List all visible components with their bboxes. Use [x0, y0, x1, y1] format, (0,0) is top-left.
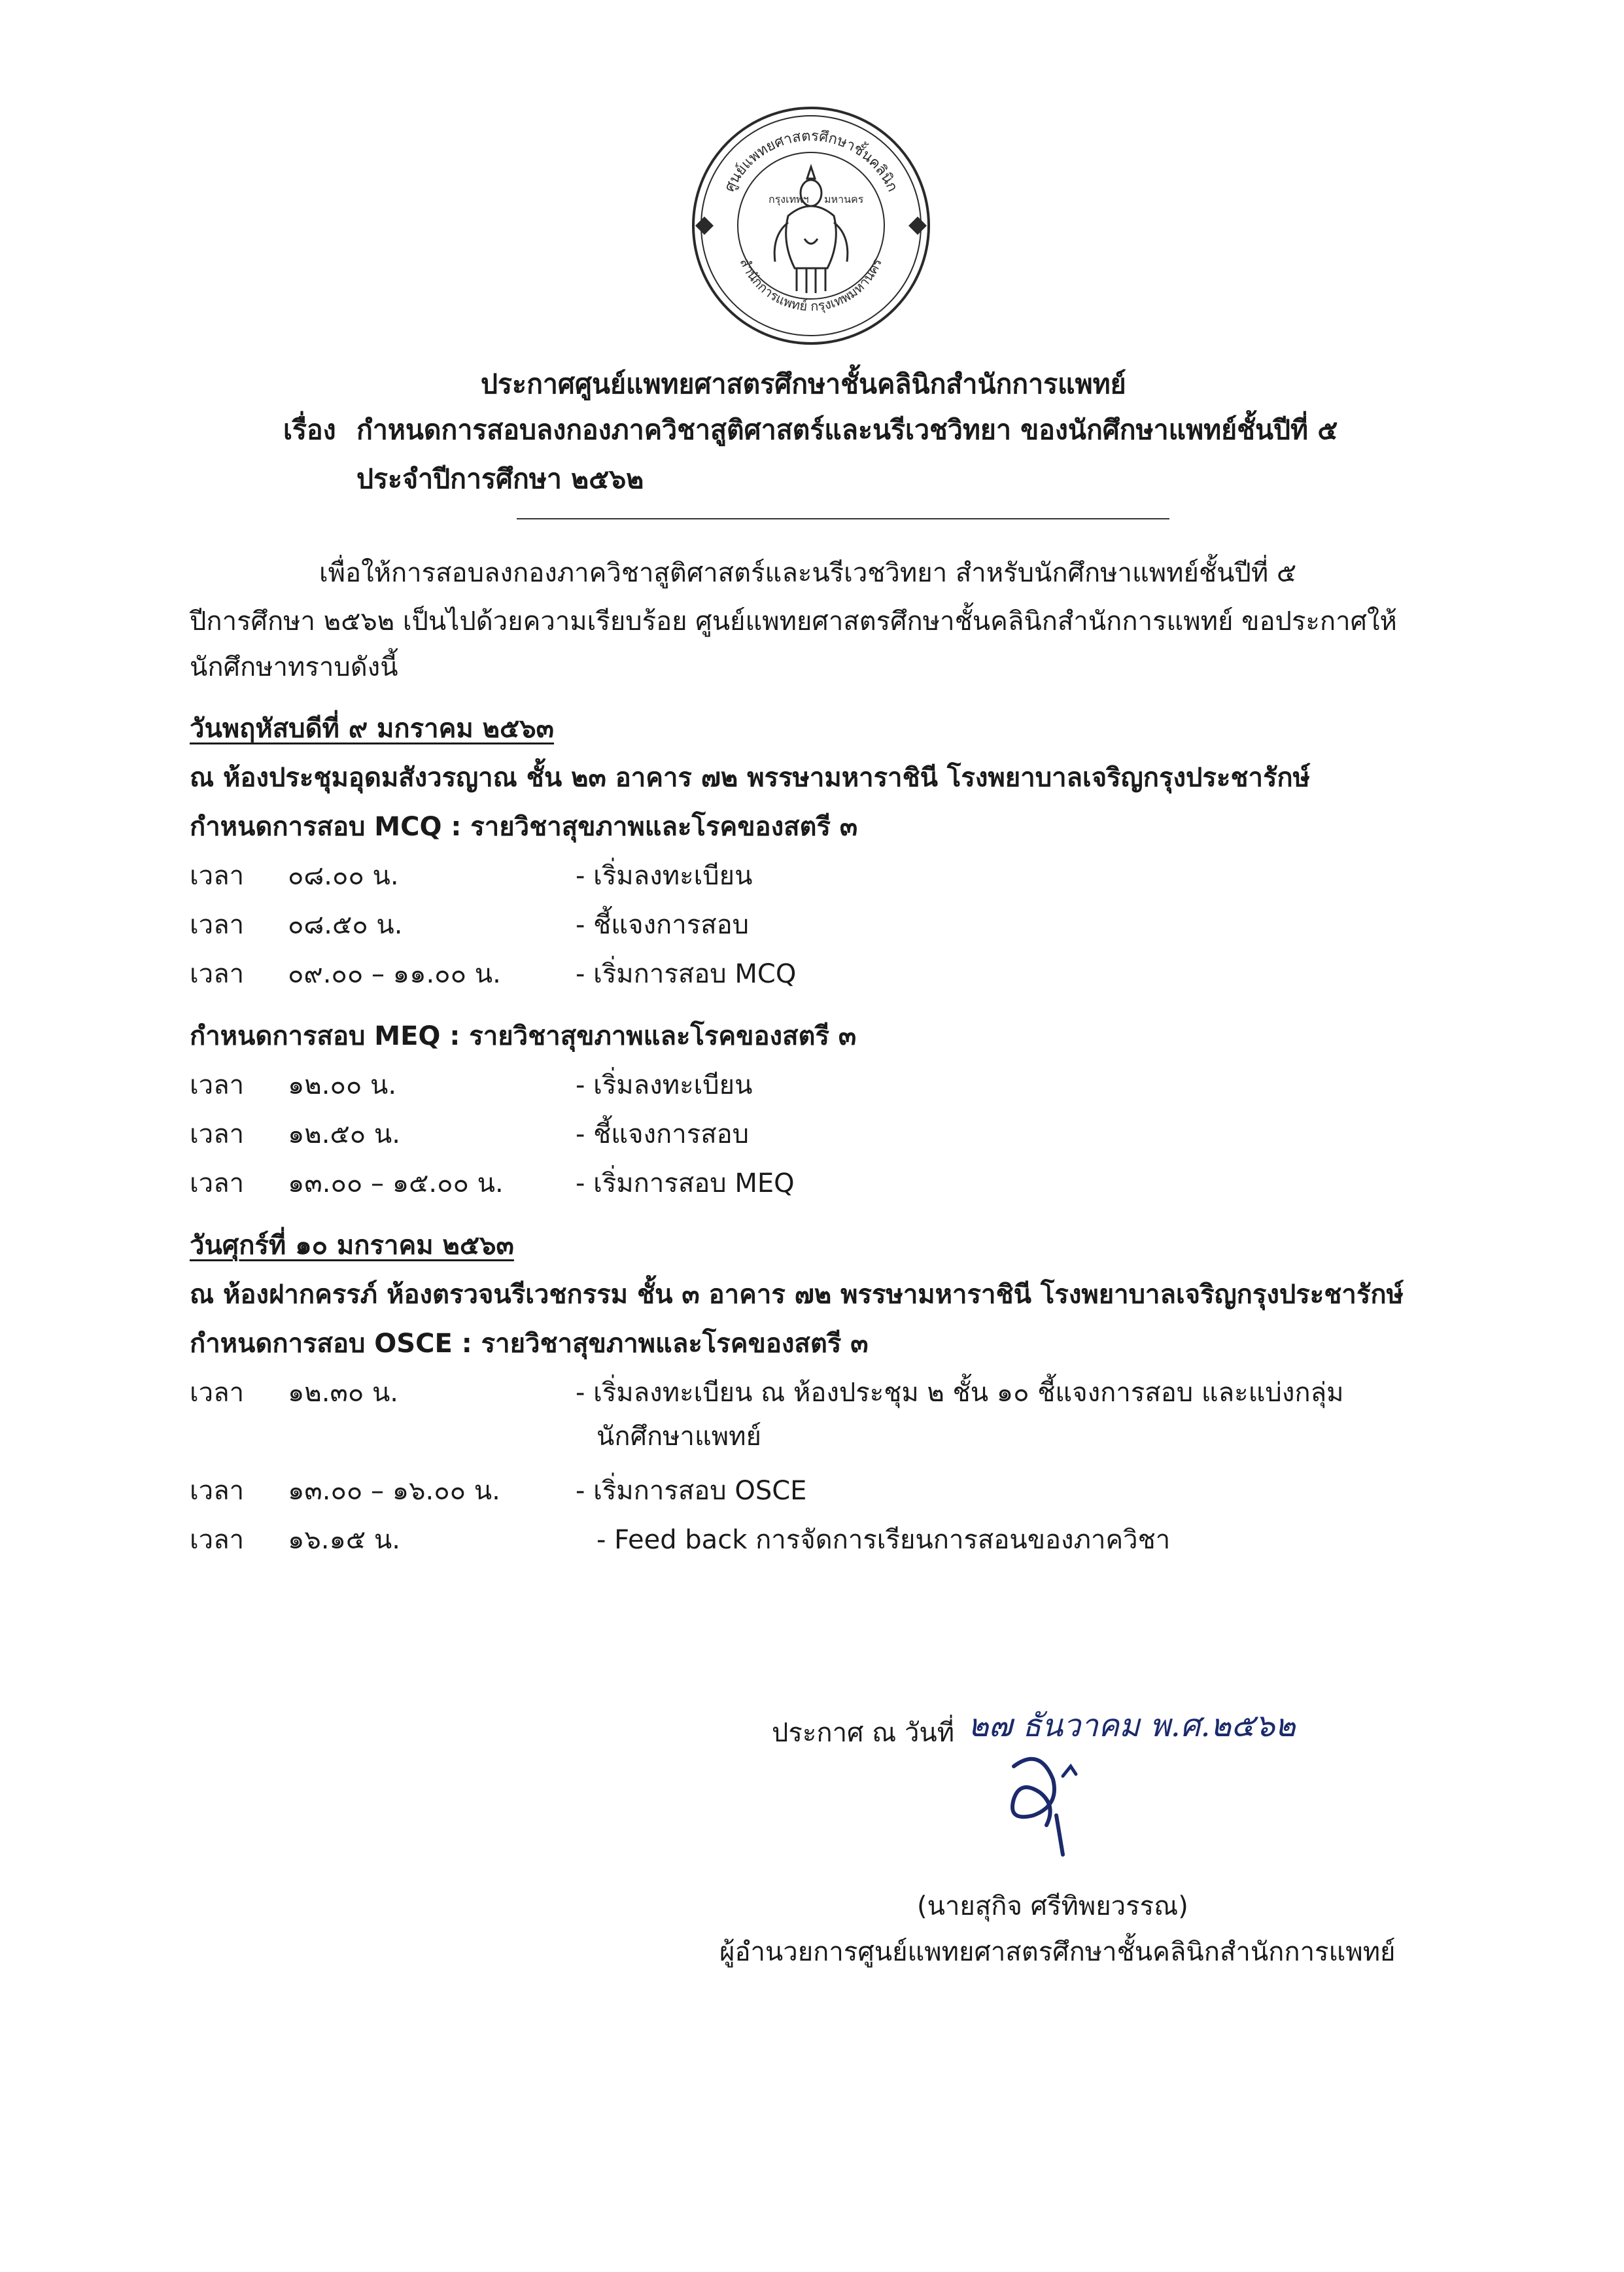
seal-right-text: มหานคร	[824, 193, 864, 205]
subject-text: กำหนดการสอบลงกองภาควิชาสูติศาสตร์และนรีเวชวิทยา ของนักศึกษาแพทย์ชั้นปีที่ ๕	[356, 414, 1338, 446]
schedule-time: ๑๒.๐๐ น.	[288, 1070, 397, 1100]
signatory-position: ผู้อำนวยการศูนย์แพทยศาสตรศึกษาชั้นคลินิกสำนักการแพทย์	[719, 1937, 1396, 1967]
schedule-label: เวลา	[190, 1476, 245, 1506]
day2-location: ณ ห้องฝากครรภ์ ห้องตรวจนรีเวชกรรม ชั้น ๓ อาคาร ๗๒ พรรษามหาราชินี โรงพยาบาลเจริญกรุงประชารักษ์	[190, 1280, 1404, 1310]
schedule-time: ๐๘.๐๐ น.	[288, 861, 399, 891]
handwritten-date: ๒๗ ธันวาคม พ.ศ.๒๕๖๒	[968, 1707, 1296, 1744]
handwritten-signature	[994, 1740, 1125, 1858]
seal-inner-text: สำนักการแพทย์ กรุงเทพมหานคร	[736, 255, 886, 315]
day2-date: วันศุกร์ที่ ๑๐ มกราคม ๒๕๖๓	[190, 1231, 514, 1261]
seal-outer-text: ศูนย์แพทยศาสตรศึกษาชั้นคลินิก	[721, 128, 901, 195]
announce-date-prefix: ประกาศ ณ วันที่	[772, 1718, 955, 1748]
mcq-heading: กำหนดการสอบ MCQ : รายวิชาสุขภาพและโรคของสตรี ๓	[190, 812, 858, 842]
schedule-label: เวลา	[190, 959, 245, 989]
schedule-label: เวลา	[190, 1070, 245, 1100]
academic-year: ประจำปีการศึกษา ๒๕๖๒	[356, 463, 644, 495]
schedule-time: ๐๘.๕๐ น.	[288, 910, 403, 940]
schedule-label: เวลา	[190, 1525, 245, 1555]
schedule-label: เวลา	[190, 1119, 245, 1149]
schedule-time: ๐๙.๐๐ – ๑๑.๐๐ น.	[288, 959, 501, 989]
day1-location: ณ ห้องประชุมอุดมสังวรญาณ ชั้น ๒๓ อาคาร ๗๒ พรรษามหาราชินี โรงพยาบาลเจริญกรุงประชารักษ์	[190, 763, 1311, 793]
schedule-desc: - เริ่มลงทะเบียน	[576, 1070, 753, 1100]
schedule-desc: - เริ่มการสอบ MEQ	[576, 1168, 795, 1198]
intro-line-2: ปีการศึกษา ๒๕๖๒ เป็นไปด้วยความเรียบร้อย ศูนย์แพทยศาสตรศึกษาชั้นคลินิกสำนักการแพทย์ ขอประกาศให้	[190, 606, 1397, 637]
announcement-title: ประกาศศูนย์แพทยศาสตรศึกษาชั้นคลินิกสำนักการแพทย์	[481, 368, 1126, 400]
schedule-desc: - ชี้แจงการสอบ	[576, 1119, 750, 1149]
intro-line-1: เพื่อให้การสอบลงกองภาควิชาสูติศาสตร์และนรีเวชวิทยา สำหรับนักศึกษาแพทย์ชั้นปีที่ ๕	[319, 558, 1297, 588]
osce-heading: กำหนดการสอบ OSCE : รายวิชาสุขภาพและโรคของสตรี ๓	[190, 1329, 869, 1359]
schedule-time: ๑๖.๑๕ น.	[288, 1525, 400, 1555]
schedule-desc-continued: นักศึกษาแพทย์	[596, 1422, 761, 1452]
seal-left-text: กรุงเทพฯ	[769, 193, 809, 205]
seal-emblem	[690, 105, 932, 347]
schedule-time: ๑๓.๐๐ – ๑๖.๐๐ น.	[288, 1476, 500, 1506]
schedule-desc: - ชี้แจงการสอบ	[576, 910, 750, 940]
day1-date: วันพฤหัสบดีที่ ๙ มกราคม ๒๕๖๓	[190, 714, 555, 744]
schedule-desc: - เริ่มลงทะเบียน ณ ห้องประชุม ๒ ชั้น ๑๐ ชี้แจงการสอบ และแบ่งกลุ่ม	[576, 1378, 1344, 1408]
schedule-desc: - เริ่มลงทะเบียน	[576, 861, 753, 891]
schedule-desc: - เริ่มการสอบ MCQ	[576, 959, 797, 989]
intro-line-3: นักศึกษาทราบดังนี้	[190, 652, 398, 682]
schedule-desc: - Feed back การจัดการเรียนการสอนของภาควิชา	[596, 1525, 1171, 1555]
header-divider	[517, 518, 1169, 519]
schedule-label: เวลา	[190, 861, 245, 891]
signatory-name: (นายสุกิจ ศรีทิพยวรรณ)	[917, 1891, 1188, 1921]
schedule-time: ๑๒.๕๐ น.	[288, 1119, 400, 1149]
schedule-label: เวลา	[190, 1378, 245, 1408]
schedule-label: เวลา	[190, 910, 245, 940]
schedule-desc: - เริ่มการสอบ OSCE	[576, 1476, 807, 1506]
meq-heading: กำหนดการสอบ MEQ : รายวิชาสุขภาพและโรคของสตรี ๓	[190, 1021, 857, 1051]
schedule-time: ๑๓.๐๐ – ๑๕.๐๐ น.	[288, 1168, 504, 1198]
schedule-time: ๑๒.๓๐ น.	[288, 1378, 399, 1408]
schedule-label: เวลา	[190, 1168, 245, 1198]
subject-label: เรื่อง	[283, 414, 336, 446]
elephant-deity-icon	[774, 167, 848, 293]
